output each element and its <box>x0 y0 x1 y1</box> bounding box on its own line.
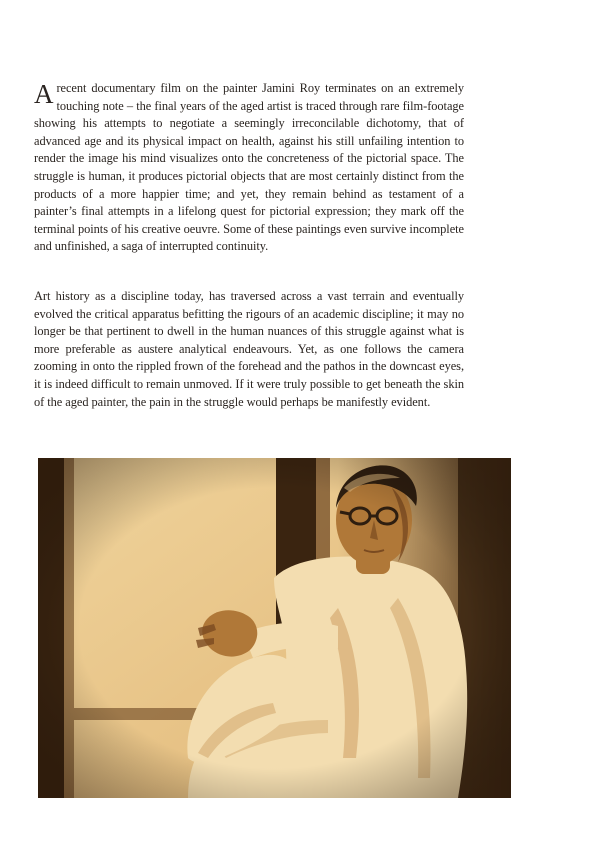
paragraph-1-text: recent documentary film on the painter Jamini Roy terminates on an extremely touching note – the final years of the aged artist is traced through rare film-footage showing his attempts to negotiate a seemingly irreconcilable dichotomy, that of advanced age and its physical impact on health, against his still unfailing intention to render the image his mind visualizes onto the concreteness of the pictorial space. The struggle is human, it produces pictorial objects that are most certainly distinct from the products of a more happier time; and yet, they remain behind as testament of a painter’s final attempts in a lifelong quest for pictorial expression; they mark off the terminal points of his creative oeuvre. Some of these paintings even survive incomplete and unfinished, a saga of interrupted continuity. <box>34 81 464 254</box>
sepia-portrait-illustration <box>38 458 511 798</box>
paragraph-2: Art history as a discipline today, has traversed across a vast terrain and eventually evolved the critical apparatus befitting the rigours of an academic discipline; it may no longer be that pertinent to dwell in the human nuances of this struggle against what is more preferable as austere analytical endeavours. Yet, as one follows the camera zooming in onto the rippled frown of the forehead and the pathos in the downcast eyes, it is indeed difficult to remain unmoved. If it were truly possible to get beneath the skin of the aged painter, the pain in the struggle would perhaps be manifestly evident. <box>34 289 464 409</box>
photo-jamini-roy <box>38 458 511 798</box>
vignette <box>38 458 511 798</box>
paragraph-1 <box>34 80 464 256</box>
drop-cap: A <box>34 79 54 109</box>
